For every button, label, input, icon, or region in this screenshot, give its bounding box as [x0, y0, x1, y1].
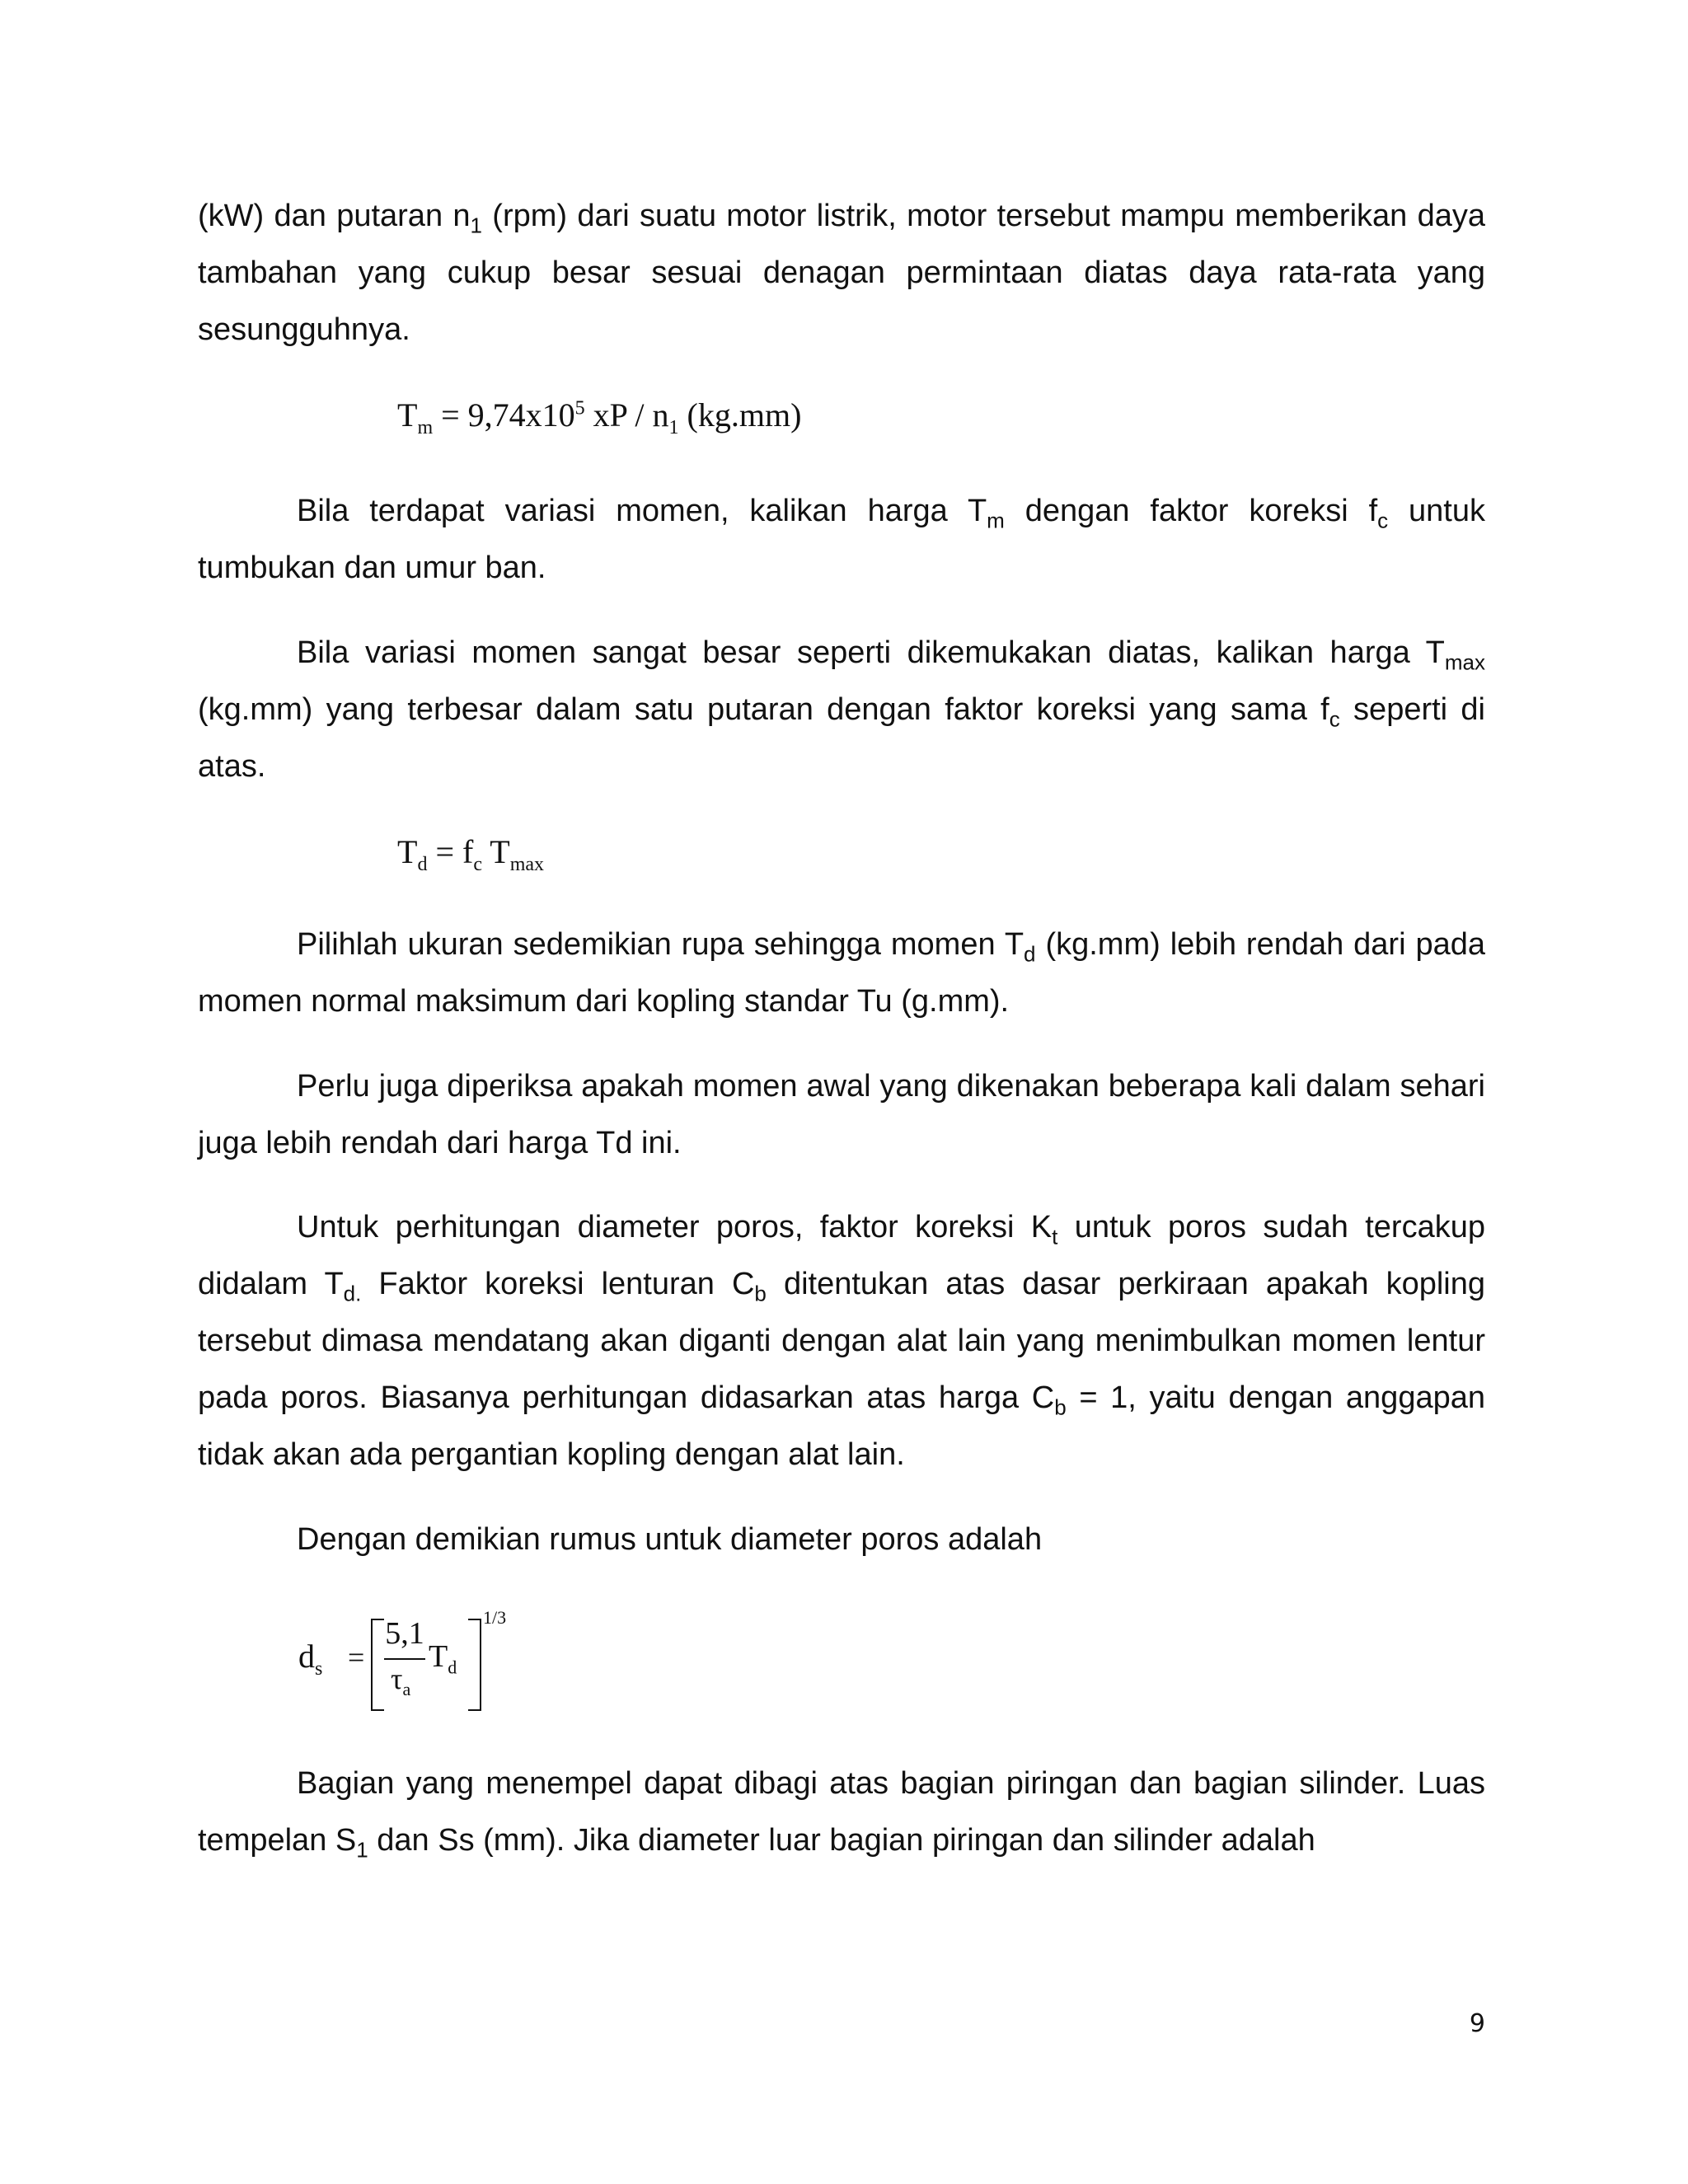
right-bracket	[468, 1619, 481, 1711]
paragraph-8: Bagian yang menempel dapat dibagi atas bagian piringan dan bagian silinder. Luas tempelan $S_1$ dan Ss (mm). Jika diameter luar bagian piringan dan silinder adalah	[198, 1766, 1485, 1863]
paragraph-2: Bila terdapat variasi momen, kalikan harga $T_m$ dengan faktor koreksi $f_c$ untuk tumbukan dan umur ban.	[198, 494, 1485, 585]
formula-shaft-diameter	[297, 1607, 511, 1714]
formula3-td: $T_d$	[429, 1639, 457, 1678]
paragraph-6: Untuk perhitungan diameter poros, faktor koreksi $K_t$ untuk poros sudah tercakup didalam $T_{d.}$ Faktor koreksi lenturan $C_b$ ditentukan atas dasar perkiraan apakah kopling tersebut dimasa mendatang akan diganti dengan alat lain yang menimbulkan momen lentur pada poros. Biasanya perhitungan didasarkan atas harga $C_b = 1$, yaitu dengan anggapan tidak akan ada pergantian kopling dengan alat lain.	[198, 1210, 1485, 1472]
paragraph-4: Pilihlah ukuran sedemikian rupa sehingga momen $T_d$ (kg.mm) lebih rendah dari pada momen normal maksimum dari kopling standar Tu (g.mm).	[198, 927, 1485, 1019]
paragraph-7: Dengan demikian rumus untuk diameter poros adalah	[297, 1522, 1043, 1557]
formula-design-torque: $T_d = f_c$ $T_{max}$	[397, 833, 545, 875]
formula3-d: d	[298, 1638, 315, 1675]
left-bracket	[371, 1619, 384, 1711]
fraction-bar	[384, 1658, 425, 1660]
paragraph-5: Perlu juga diperiksa apakah momen awal yang dikenakan beberapa kali dalam sehari juga lebih rendah dari harga Td ini.	[198, 1069, 1485, 1160]
fraction-denominator: $\tau_a$	[391, 1662, 411, 1700]
fraction-numerator: 5,1	[385, 1616, 424, 1651]
formula3-equals: =	[348, 1641, 365, 1674]
paragraph-3: Bila variasi momen sangat besar seperti dikemukakan diatas, kalikan harga $T_{max}$ (kg.mm) yang terbesar dalam satu putaran dengan faktor koreksi yang sama $f_c$ seperti di atas.	[198, 635, 1485, 784]
formula3-s: s	[315, 1658, 323, 1680]
paragraph-1: (kW) dan putaran $n_1$ (rpm) dari suatu motor listrik, motor tersebut mampu memberikan daya tambahan yang cukup besar sesuai denagan permintaan diatas daya rata-rata yang sesungguhnya.	[198, 199, 1485, 347]
formula3-exponent: 1/3	[483, 1607, 507, 1628]
page-number: 9	[1469, 2009, 1485, 2038]
formula-torque-tm: $T_m = 9,74x10^5$ xP / $n_1$ (kg.mm)	[397, 396, 802, 438]
